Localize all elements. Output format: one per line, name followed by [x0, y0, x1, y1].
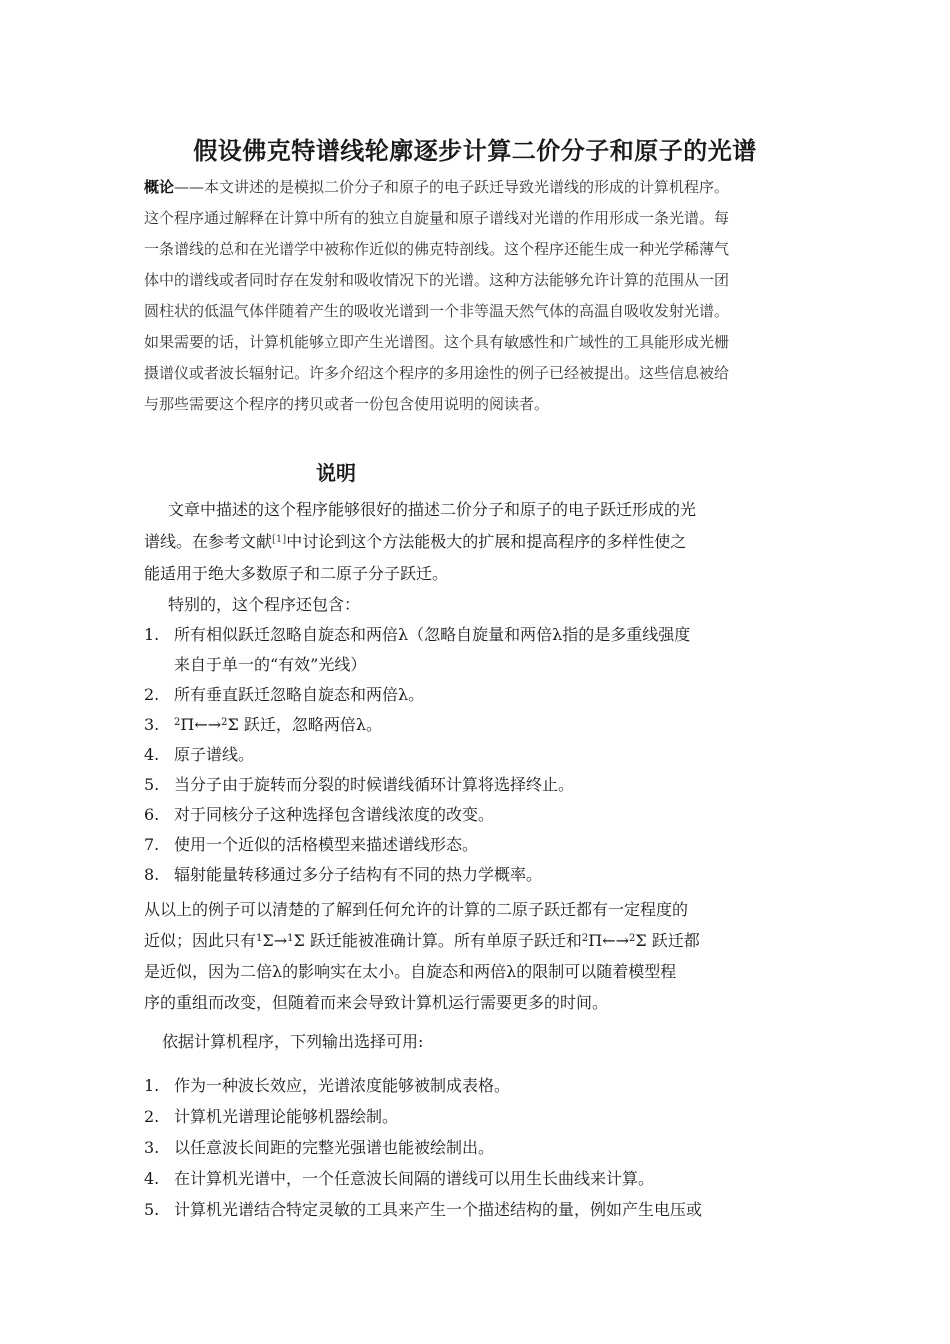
- list-item: 6. 对于同核分子这种选择包含谱线浓度的改变。: [144, 805, 495, 824]
- list-item: 5. 当分子由于旋转而分裂的时候谱线循环计算将选择终止。: [144, 775, 575, 794]
- paragraph-line: 从以上的例子可以清楚的了解到任何允许的计算的二原子跃迁都有一定程度的: [144, 900, 689, 919]
- abstract-line: 圆柱状的低温气体伴随着产生的吸收光谱到一个非等温天然气体的高温自吸收发射光谱。: [144, 302, 730, 320]
- paragraph-summary: [144, 894, 816, 1018]
- section-heading: 说明: [316, 461, 356, 485]
- list-intro: 特别的，这个程序还包含：: [168, 595, 361, 614]
- abstract-line: 概论——本文讲述的是模拟二价分子和原子的电子跃迁导致光谱线的形成的计算机程序。: [144, 178, 730, 196]
- abstract-label: 概论: [144, 178, 175, 196]
- list-item: 7. 使用一个近似的活格模型来描述谱线形态。: [144, 835, 479, 854]
- list-item: 5. 计算机光谱结合特定灵敏的工具来产生一个描述结构的量，例如产生电压或: [144, 1200, 703, 1219]
- list-item: 8. 辐射能量转移通过多分子结构有不同的热力学概率。: [144, 865, 543, 884]
- reference-marker[interactable]: [1]: [272, 534, 287, 545]
- abstract-line: 这个程序通过解释在计算中所有的独立自旋量和原子谱线对光谱的作用形成一条光谱。每: [144, 209, 730, 227]
- list-intro: 依据计算机程序，下列输出选择可用:: [162, 1032, 424, 1051]
- list-item: 3. $^2$Π←→$^2$Σ 跃迁，忽略两倍λ。: [144, 715, 383, 734]
- abstract-line: 一条谱线的总和在光谱学中被称作近似的佛克特剖线。这个程序还能生成一种光学稀薄气: [144, 240, 730, 258]
- output-options-list: [144, 1070, 816, 1225]
- list-item: 3. 以任意波长间距的完整光强谱也能被绘制出。: [144, 1138, 495, 1157]
- list-item: 4. 原子谱线。: [144, 745, 255, 764]
- paragraph-line: 能适用于绝大多数原子和二原子分子跃迁。: [144, 564, 449, 583]
- list-item-continuation: 来自于单一的“有效”光线）: [174, 655, 367, 674]
- list-item: 1. 所有相似跃迁忽略自旋态和两倍λ（忽略自旋量和两倍λ指的是多重线强度: [144, 625, 691, 644]
- paragraph-line: 谱线。在参考文献[1]中讨论到这个方法能极大的扩展和提高程序的多样性使之: [144, 532, 687, 551]
- abstract-line: 体中的谱线或者同时存在发射和吸收情况下的光谱。这种方法能够允许计算的范围从一团: [144, 271, 730, 289]
- abstract-line: 与那些需要这个程序的拷贝或者一份包含使用说明的阅读者。: [144, 395, 550, 413]
- paragraph-line: 是近似，因为二倍λ的影响实在太小。自旋态和两倍λ的限制可以随着模型程: [144, 962, 677, 981]
- paragraph-line: 近似；因此只有$^1$Σ→$^1$Σ 跃迁能被准确计算。所有单原子跃迁和$^2$Π←→$^2$Σ 跃迁都: [144, 931, 700, 950]
- paragraph-line: 序的重组而改变，但随着而来会导致计算机运行需要更多的时间。: [144, 993, 609, 1012]
- list-item: 2. 所有垂直跃迁忽略自旋态和两倍λ。: [144, 685, 425, 704]
- list-item: 2. 计算机光谱理论能够机器绘制。: [144, 1107, 399, 1126]
- paragraph-line: 文章中描述的这个程序能够很好的描述二价分子和原子的电子跃迁形成的光: [168, 500, 697, 519]
- feature-list: [144, 620, 816, 890]
- list-item: 4. 在计算机光谱中，一个任意波长间隔的谱线可以用生长曲线来计算。: [144, 1169, 655, 1188]
- document-title: 假设佛克特谱线轮廓逐步计算二价分子和原子的光谱: [193, 137, 757, 165]
- abstract-line: 如果需要的话，计算机能够立即产生光谱图。这个具有敏感性和广域性的工具能形成光栅: [144, 333, 730, 351]
- list-item: 1. 作为一种波长效应，光谱浓度能够被制成表格。: [144, 1076, 511, 1095]
- abstract: [144, 172, 816, 420]
- abstract-line: 摄谱仪或者波长辐射记。许多介绍这个程序的多用途性的例子已经被提出。这些信息被给: [144, 364, 730, 382]
- paragraph-intro: [144, 494, 816, 590]
